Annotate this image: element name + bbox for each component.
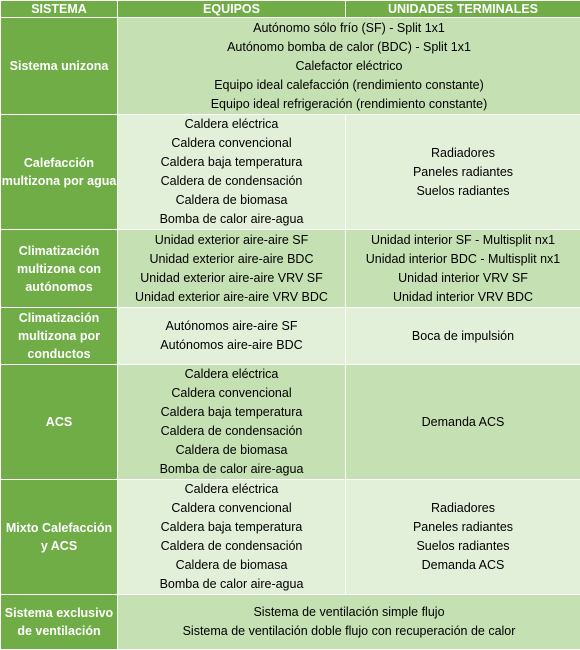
list-item: Caldera convencional [118, 499, 345, 518]
list-item: Caldera de condensación [118, 537, 345, 556]
equipos-cell [118, 365, 346, 480]
list-item: Sistema de ventilación simple flujo [118, 603, 580, 622]
sistema-cell: Climatización multizona por conductos [1, 308, 118, 365]
equipos-cell [118, 480, 346, 595]
list-item: Unidad interior SF - Multisplit nx1 [346, 231, 580, 250]
sistema-cell: Sistema unizona [1, 18, 118, 115]
unidades-cell [346, 480, 580, 595]
equipos-cell [118, 308, 346, 365]
list-item: Caldera convencional [118, 384, 345, 403]
list-item: Paneles radiantes [346, 163, 580, 182]
list-item: Autónomo bomba de calor (BDC) - Split 1x1 [118, 38, 580, 57]
list-item: Caldera eléctrica [118, 480, 345, 499]
list-item: Caldera baja temperatura [118, 153, 345, 172]
sistema-cell: Calefacción multizona por agua [1, 115, 118, 230]
list-item: Boca de impulsión [346, 327, 580, 346]
list-item: Sistema de ventilación doble flujo con recuperación de calor [118, 622, 580, 641]
sistema-cell: ACS [1, 365, 118, 480]
list-item: Demanda ACS [346, 556, 580, 575]
table-row [1, 480, 580, 595]
unidades-cell [346, 365, 580, 480]
list-item: Caldera de condensación [118, 172, 345, 191]
table-row [1, 230, 580, 308]
list-item: Unidad exterior aire-aire VRV BDC [118, 288, 345, 307]
list-item: Radiadores [346, 499, 580, 518]
header-row [1, 1, 580, 18]
header-sistema: SISTEMA [1, 1, 118, 18]
list-item: Calefactor eléctrico [118, 57, 580, 76]
list-item: Caldera de biomasa [118, 556, 345, 575]
list-item: Bomba de calor aire-agua [118, 210, 345, 229]
header-equipos: EQUIPOS [118, 1, 346, 18]
list-item: Bomba de calor aire-agua [118, 575, 345, 594]
list-item: Autónomo sólo frío (SF) - Split 1x1 [118, 19, 580, 38]
unidades-cell [346, 230, 580, 308]
list-item: Demanda ACS [346, 413, 580, 432]
table-row [1, 595, 580, 650]
sistema-cell: Mixto Calefacción y ACS [1, 480, 118, 595]
list-item: Autónomos aire-aire SF [118, 317, 345, 336]
list-item: Bomba de calor aire-agua [118, 460, 345, 479]
list-item: Caldera eléctrica [118, 365, 345, 384]
unidades-cell [346, 115, 580, 230]
list-item: Unidad interior BDC - Multisplit nx1 [346, 250, 580, 269]
list-item: Radiadores [346, 144, 580, 163]
list-item: Autónomos aire-aire BDC [118, 336, 345, 355]
list-item: Caldera de biomasa [118, 441, 345, 460]
sistema-cell: Sistema exclusivo de ventilación [1, 595, 118, 650]
list-item: Caldera convencional [118, 134, 345, 153]
table-row [1, 18, 580, 115]
list-item: Caldera de condensación [118, 422, 345, 441]
header-unidades: UNIDADES TERMINALES [346, 1, 580, 18]
list-item: Unidad interior VRV BDC [346, 288, 580, 307]
list-item: Caldera eléctrica [118, 115, 345, 134]
list-item: Suelos radiantes [346, 182, 580, 201]
list-item: Equipo ideal refrigeración (rendimiento constante) [118, 95, 580, 114]
list-item: Unidad interior VRV SF [346, 269, 580, 288]
list-item: Caldera baja temperatura [118, 518, 345, 537]
table-row [1, 308, 580, 365]
list-item: Paneles radiantes [346, 518, 580, 537]
list-item: Unidad exterior aire-aire VRV SF [118, 269, 345, 288]
list-item: Caldera de biomasa [118, 191, 345, 210]
list-item: Equipo ideal calefacción (rendimiento constante) [118, 76, 580, 95]
sistema-cell: Climatización multizona con autónomos [1, 230, 118, 308]
list-item: Unidad exterior aire-aire SF [118, 231, 345, 250]
list-item: Suelos radiantes [346, 537, 580, 556]
equipos-cell [118, 115, 346, 230]
unidades-cell [346, 308, 580, 365]
equipos-cell [118, 18, 580, 115]
table-row [1, 115, 580, 230]
equipos-cell [118, 230, 346, 308]
list-item: Unidad exterior aire-aire BDC [118, 250, 345, 269]
table-row [1, 365, 580, 480]
list-item: Caldera baja temperatura [118, 403, 345, 422]
equipos-cell [118, 595, 580, 650]
